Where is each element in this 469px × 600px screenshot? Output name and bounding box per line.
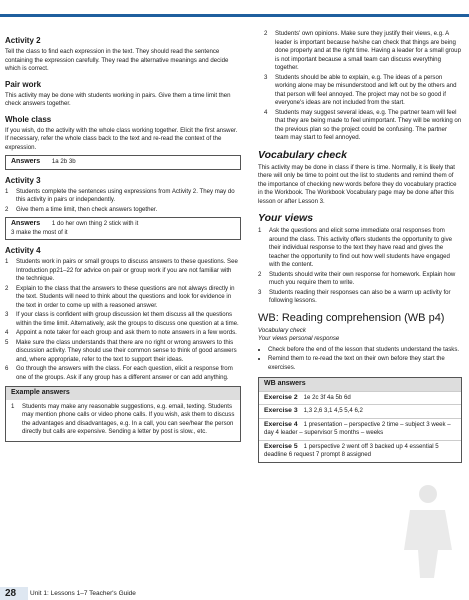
list-item: 3 Students should be able to explain, e.g. The ideas of a person working alone may be misunderstood and left out by the others and that person will feel annoyed. The project may not be so good if everyone's ideas are not included from the start.	[264, 73, 457, 106]
wb-heading: WB: Reading comprehension (WB p4)	[258, 311, 445, 324]
wb-sub-views: Your views personal response	[258, 335, 340, 342]
activity4-heading: Activity 4	[5, 246, 41, 255]
vocabulary-check-heading: Vocabulary check	[258, 148, 347, 161]
activity3-list	[5, 188, 241, 215]
list-item: 2 Students' own opinions. Make sure they justify their views, e.g. A leader is important because he/she can check that things are being done properly and at the right time. Having a leader for a small group is not important because a small team can discuss everything together.	[264, 30, 461, 71]
list-item: 5 Make sure the class understands that there are no right or wrong answers to this discussion activity. They should use their common sense to think of good answers and, where appropriate, refer to the text to support their ideas.	[5, 338, 237, 363]
list-item: 1 Students work in pairs or small groups to discuss answers to these questions. See Introduction pp21–22 for advice on pair or group work if you are not familiar with the technique.	[5, 258, 238, 282]
your-views-heading: Your views	[258, 212, 314, 224]
decorative-figure-watermark	[390, 480, 460, 580]
list-item: 4 Appoint a note taker for each group and ask them to note answers in a few words.	[5, 329, 237, 336]
answers-label: Answers	[11, 158, 41, 165]
whole-class-heading: Whole class	[5, 114, 52, 124]
footer-title: Unit 1: Lessons 1–7 Teacher's Guide	[30, 590, 136, 597]
answer-row: Exercise 2 1e 2c 3f 4a 5b 6d	[259, 391, 461, 405]
list-item: 4 Students may suggest several ideas, e.g. The partner team will feel that they are being made to feel unimportant. They will be working on the previous plan so the project could be confusing. The partner team may start to feel annoyed.	[264, 108, 462, 141]
answer-row: Exercise 3 1,3 2,6 3,1 4,5 5,4 6,2	[259, 404, 461, 418]
list-item: 3 Students reading their responses can also be a warm up activity for following lessons.	[258, 288, 451, 304]
wb-answers-heading: WB answers	[259, 378, 461, 391]
list-item: 1 Students may make any reasonable suggestions, e.g. email, texting. Students may mention phone calls or video phone calls. If you wish, ask them to discuss the advantages and disadvantages, e.g. In a call, you can see/hear the person directly but calls are expensive. Sending a letter by post is slow., etc.	[11, 402, 235, 435]
answer-row: Exercise 4 1 presentation – perspective 2 time – subject 3 week – day 4 leader – supervisor 5 months – weeks	[259, 418, 461, 440]
wb-bullets	[258, 346, 462, 373]
left-column	[5, 30, 241, 442]
right-column	[258, 30, 462, 463]
list-item: 2 Give them a time limit, then check answers together.	[5, 205, 158, 213]
list-item: 3 If your class is confident with group discussion let them discuss all the questions within the time limit. Alternatively, ask the groups to discuss one question at a time.	[5, 311, 239, 327]
list-item: 1 Ask the questions and elicit some immediate oral responses from around the class. This activity offers students the opportunity to give their individual response to the text they have read and gives the teacher the opportunity to find out how well students have engaged with the content.	[258, 227, 453, 268]
activity4-list	[5, 258, 241, 382]
list-item: 1 Students complete the sentences using expressions from Activity 2. They may do this activity in pairs or independently.	[5, 187, 235, 203]
answers-line1: 1 do her own thing 2 stick with it	[51, 220, 139, 227]
page-number: 28	[5, 588, 17, 599]
example-answers-box	[5, 386, 241, 442]
list-item: 2 Students should write their own response for homework. Explain how much you require them to write.	[258, 270, 456, 286]
activity2-answers-box	[5, 155, 241, 170]
activity2-intro: Tell the class to find each expression in the text. They should read the sentence containing the expression carefully. They read the alternative meanings and decide which is correct.	[5, 48, 229, 72]
top-accent-bar	[0, 14, 469, 17]
wb-sub-vocab: Vocabulary check	[258, 326, 306, 334]
list-item: 2 Explain to the class that the answers to these questions are not always directly in the text. Students will need to think about the questions and look for evidence in the text in order to come up with a reasoned answer.	[5, 284, 235, 309]
answers-label: Answers	[11, 220, 41, 227]
wb-answers-box	[258, 377, 462, 463]
page-footer	[0, 587, 469, 600]
pair-work-heading: Pair work	[5, 79, 42, 89]
answers-line2: 3 make the most of it	[11, 228, 68, 236]
activity3-heading: Activity 3	[5, 175, 41, 185]
your-views-list	[258, 227, 462, 306]
activity2-heading: Activity 2	[5, 36, 41, 45]
list-item: 6 Go through the answers with the class. For each question, elicit a response from one of the groups. Ask if any group has a different answer or can add anything.	[5, 365, 233, 381]
activity3-answers-box	[5, 217, 241, 240]
whole-class-text: If you wish, do the activity with the whole class working together. Elicit the first answer. If necessary, refer the whole class back to the text and re-read the context of the expression.	[5, 126, 238, 151]
pair-work-text: This activity may be done with students working in pairs. Give them a time limit then check answers together.	[5, 91, 231, 107]
list-item: • Check before the end of the lesson that students understand the tasks.	[268, 346, 462, 355]
answers-values: 1a 2b 3b	[51, 158, 76, 165]
example-answers-heading: Example answers	[6, 387, 240, 400]
list-item: • Remind them to re-read the text on their own before they start the exercises.	[268, 355, 462, 372]
answer-row: Exercise 5 1 perspective 2 went off 3 backed up 4 essential 5 deadline 6 request 7 prompt 8 assigned	[259, 440, 461, 462]
example-answers-continued	[264, 30, 462, 143]
vocabulary-check-text: This activity may be done in class if there is time. Normally, it is likely that there will only be time to point out the list to students and remind them of the importance of checking new words before they do vocabulary practice in the Workbook. The Workbook Vocabulary page may be done after this lesson or after Lesson 3.	[258, 163, 457, 205]
